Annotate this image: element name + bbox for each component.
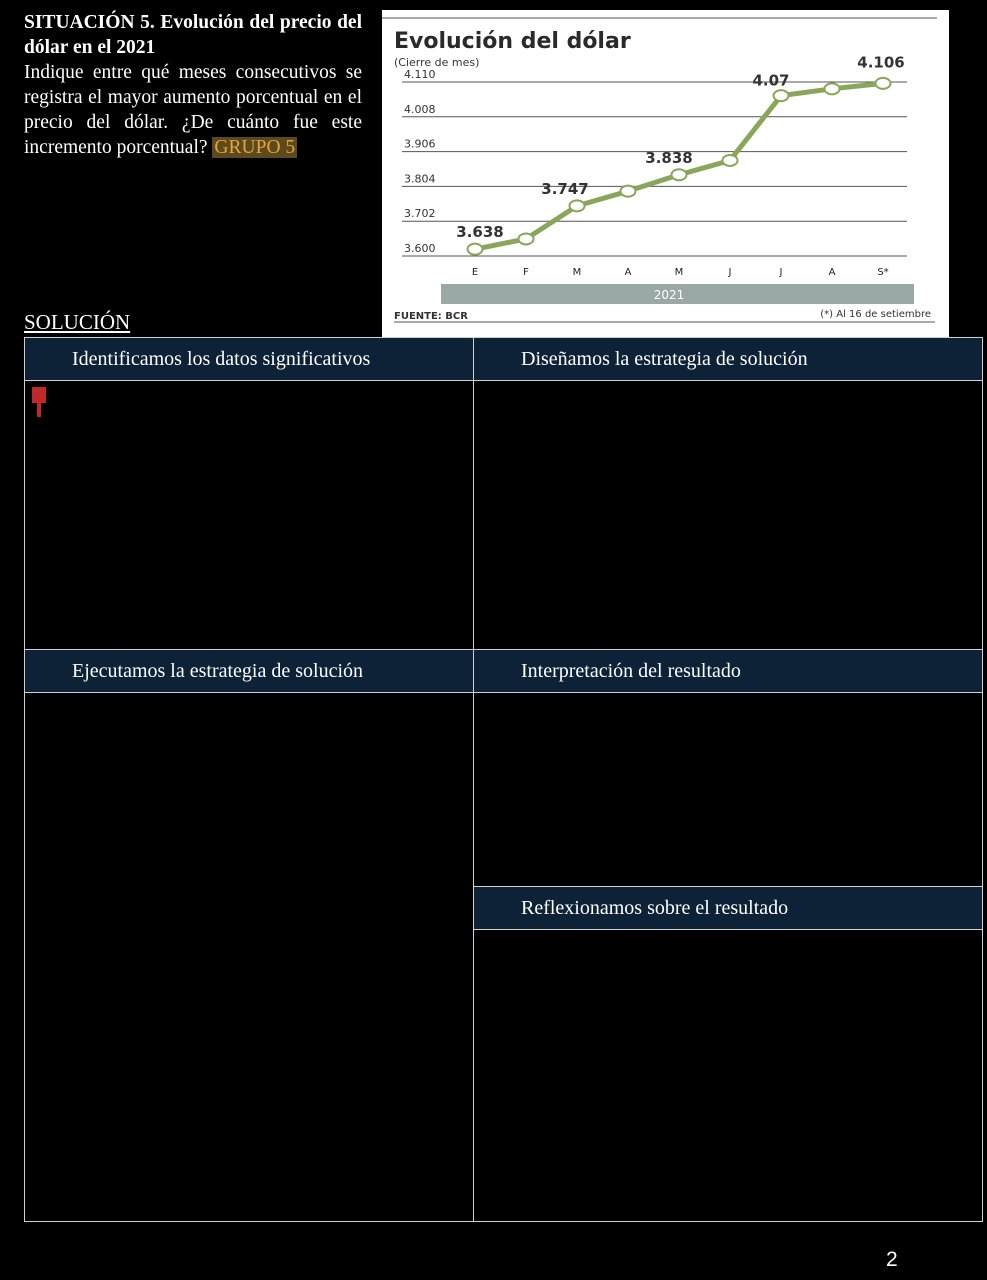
x-tick-label: M bbox=[674, 267, 684, 278]
reflect-answer-cell[interactable] bbox=[474, 930, 983, 1222]
x-tick-label: J bbox=[779, 267, 783, 278]
header-identify-label: Identificamos los datos significativos bbox=[72, 347, 371, 370]
x-tick-label: J bbox=[728, 267, 732, 278]
execute-answer-cell[interactable] bbox=[25, 693, 474, 1222]
question-text: Indique entre qué meses consecutivos se registra el mayor aumento porcentual en el precio del dólar. ¿De cuánto fue este incremento porcentual? bbox=[24, 62, 362, 158]
page-number: 2 bbox=[886, 1248, 898, 1271]
data-label: 3.838 bbox=[645, 148, 693, 167]
x-tick-label: F bbox=[523, 267, 529, 278]
data-point bbox=[774, 90, 789, 101]
chart-subtitle: (Cierre de mes) bbox=[394, 56, 480, 69]
data-point bbox=[570, 200, 585, 211]
data-label: 3.638 bbox=[456, 223, 504, 242]
chart-svg bbox=[382, 10, 949, 338]
x-tick-label: A bbox=[624, 267, 632, 278]
x-tick-label: A bbox=[828, 267, 836, 278]
header-execute bbox=[25, 650, 474, 693]
problem-title: SITUACIÓN 5. Evolución del precio del dólar en el 2021 bbox=[24, 12, 362, 58]
header-design-label: Diseñamos la estrategia de solución bbox=[521, 347, 808, 370]
y-tick-label: 3.600 bbox=[404, 242, 436, 255]
y-tick-label: 4.110 bbox=[404, 68, 436, 81]
chart-title: Evolución del dólar bbox=[394, 29, 631, 54]
group-tag: GRUPO 5 bbox=[214, 137, 296, 158]
header-reflect-label: Reflexionamos sobre el resultado bbox=[521, 896, 789, 919]
x-tick-label: E bbox=[471, 267, 479, 278]
solution-table bbox=[24, 337, 983, 1222]
data-point bbox=[825, 83, 840, 94]
chart-y-ticks bbox=[404, 68, 436, 255]
chart-source: FUENTE: BCR bbox=[394, 311, 468, 322]
pin-icon bbox=[29, 387, 49, 419]
data-label: 3.747 bbox=[541, 179, 589, 198]
chart-x-ticks bbox=[472, 267, 889, 278]
header-interpret-label: Interpretación del resultado bbox=[521, 659, 741, 682]
x-tick-label: M bbox=[572, 267, 582, 278]
problem-statement bbox=[24, 10, 362, 160]
header-interpret bbox=[474, 650, 983, 693]
solucion-heading: SOLUCIÓN bbox=[24, 310, 131, 334]
y-tick-label: 3.702 bbox=[404, 207, 436, 221]
data-point bbox=[468, 244, 483, 255]
x-tick-label: S* bbox=[877, 267, 889, 278]
chart-footnote: (*) Al 16 de setiembre bbox=[820, 309, 931, 320]
header-design bbox=[474, 338, 983, 381]
y-tick-label: 4.008 bbox=[404, 102, 436, 116]
data-point bbox=[519, 233, 534, 244]
data-point bbox=[876, 78, 891, 89]
data-label: 4.07 bbox=[752, 71, 790, 90]
dollar-chart bbox=[382, 10, 949, 338]
data-point bbox=[672, 169, 687, 180]
year-label: 2021 bbox=[653, 288, 685, 302]
identify-answer-cell[interactable] bbox=[25, 381, 474, 650]
y-tick-label: 3.906 bbox=[404, 137, 436, 151]
design-answer-cell[interactable] bbox=[474, 381, 983, 650]
header-reflect bbox=[474, 887, 983, 930]
interpret-answer-cell[interactable] bbox=[474, 693, 983, 887]
header-identify bbox=[25, 338, 474, 381]
data-label: 4.106 bbox=[857, 53, 905, 72]
data-point bbox=[723, 155, 738, 166]
problem-question bbox=[24, 60, 362, 160]
header-execute-label: Ejecutamos la estrategia de solución bbox=[72, 659, 364, 682]
data-point bbox=[621, 186, 636, 197]
y-tick-label: 3.804 bbox=[404, 172, 436, 186]
